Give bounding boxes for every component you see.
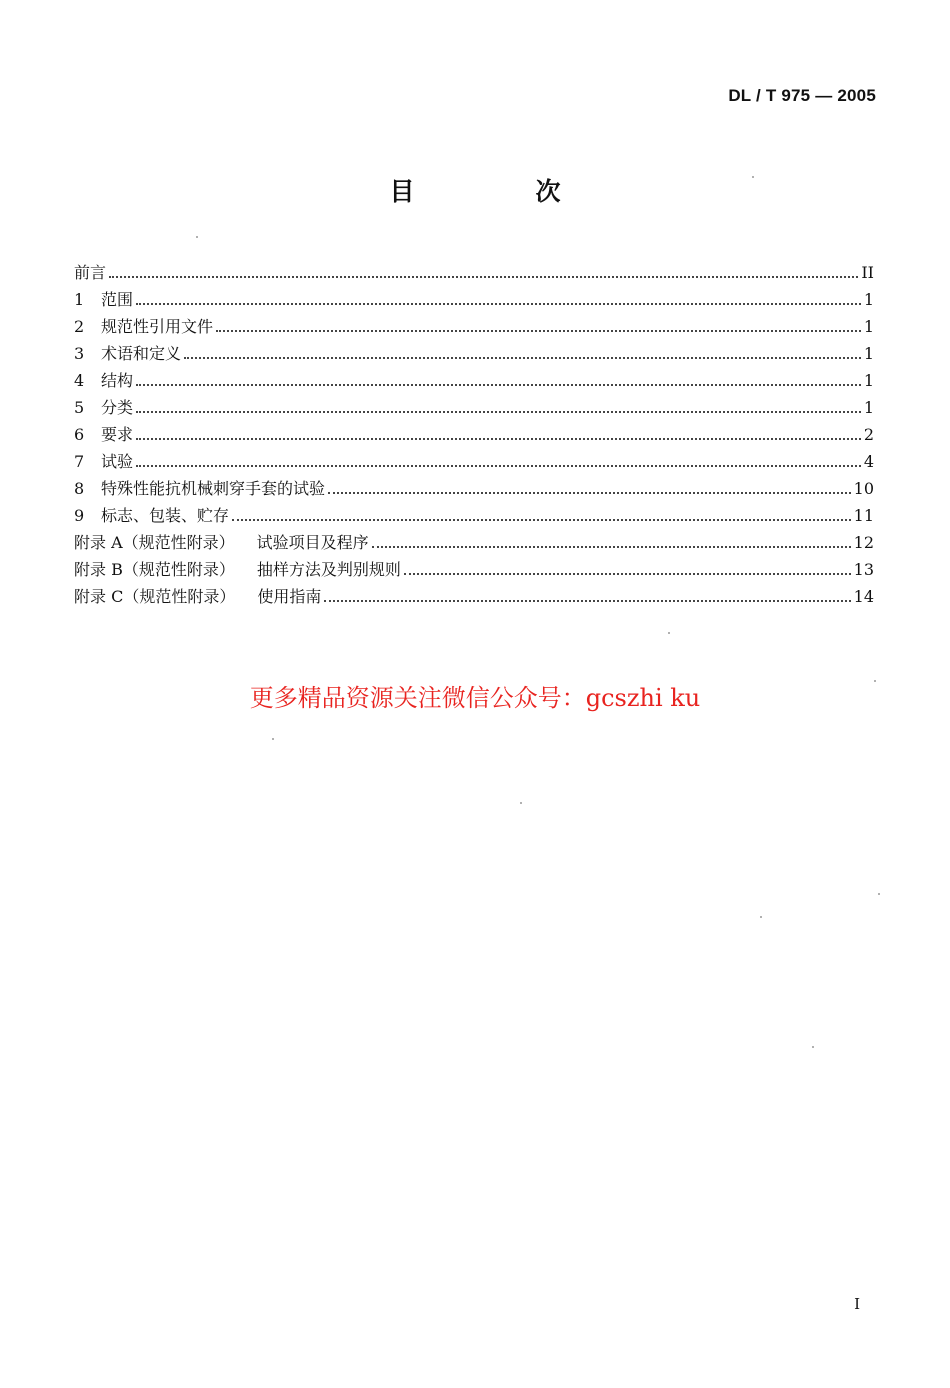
toc-entry-label: 范围 — [101, 290, 134, 309]
toc-entry-annex-title: 试验项目及程序 — [256, 533, 369, 552]
toc-leader-dots — [136, 383, 861, 386]
toc-entry — [74, 499, 874, 526]
toc-entry-label: 结构 — [101, 371, 134, 390]
scan-speck — [272, 738, 274, 740]
toc-entry-label: 附录 A（规范性附录） — [74, 533, 235, 552]
toc-leader-dots — [328, 491, 851, 494]
toc-entry — [74, 418, 874, 445]
scan-speck — [752, 176, 754, 178]
scan-speck — [812, 1046, 814, 1048]
toc-entry-label: 分类 — [101, 398, 134, 417]
toc-entry-annex-title: 使用指南 — [257, 587, 322, 606]
toc-entry-number: 9 — [74, 506, 85, 525]
toc-entry-label: 规范性引用文件 — [101, 317, 214, 336]
toc-entry — [74, 364, 874, 391]
toc-leader-dots — [232, 518, 851, 521]
toc-entry-label: 附录 C（规范性附录） — [74, 587, 236, 606]
toc-entry-label: 前言 — [74, 263, 107, 282]
toc-entry-number: 1 — [74, 290, 85, 309]
toc-entry — [74, 283, 874, 310]
scan-speck — [520, 802, 522, 804]
toc-entry-page: 10 — [853, 479, 874, 498]
toc-entry-page: 1 — [863, 371, 874, 390]
toc-entry-label: 试验 — [101, 452, 134, 471]
toc-entry — [74, 580, 874, 607]
toc-leader-dots — [216, 329, 861, 332]
toc-leader-dots — [136, 464, 861, 467]
promo-notice: 更多精品资源关注微信公众号：gcszhi ku — [249, 684, 701, 712]
toc-entry-page: 13 — [853, 560, 874, 579]
toc-leader-dots — [109, 275, 858, 278]
toc-leader-dots — [404, 572, 851, 575]
toc-entry-label: 特殊性能抗机械刺穿手套的试验 — [101, 479, 326, 498]
toc-entry — [74, 256, 874, 283]
toc-entry-number: 4 — [74, 371, 85, 390]
toc-entry-page: 1 — [863, 317, 874, 336]
scan-speck — [196, 236, 198, 238]
toc-entry-page: 1 — [863, 398, 874, 417]
toc-entry — [74, 553, 874, 580]
toc-leader-dots — [136, 410, 861, 413]
standard-code: DL / T 975 — 2005 — [728, 86, 876, 105]
toc-entry-number: 2 — [74, 317, 85, 336]
toc-entry-page: 2 — [863, 425, 874, 444]
toc-entry-number: 6 — [74, 425, 85, 444]
toc-entry-page: 1 — [863, 344, 874, 363]
toc-leader-dots — [324, 599, 850, 602]
toc-entry-page: 11 — [853, 506, 874, 525]
toc-leader-dots — [136, 437, 861, 440]
toc-leader-dots — [136, 302, 861, 305]
toc-entry — [74, 310, 874, 337]
toc-leader-dots — [184, 356, 861, 359]
page-number: I — [854, 1295, 860, 1313]
toc-entry — [74, 391, 874, 418]
toc-entry — [74, 526, 874, 553]
toc-entry-label: 附录 B（规范性附录） — [74, 560, 235, 579]
toc-entry — [74, 445, 874, 472]
table-of-contents — [74, 256, 874, 607]
scan-speck — [760, 916, 762, 918]
toc-entry-page: 12 — [853, 533, 874, 552]
toc-title: 目 次 — [389, 177, 609, 206]
toc-entry-number: 7 — [74, 452, 85, 471]
toc-leader-dots — [372, 545, 851, 548]
toc-entry — [74, 472, 874, 499]
toc-entry — [74, 337, 874, 364]
scan-speck — [878, 893, 880, 895]
toc-entry-number: 5 — [74, 398, 85, 417]
toc-entry-number: 3 — [74, 344, 85, 363]
toc-entry-page: 1 — [863, 290, 874, 309]
toc-entry-annex-title: 抽样方法及判别规则 — [256, 560, 401, 579]
scan-speck — [668, 632, 670, 634]
scan-speck — [874, 680, 876, 682]
toc-entry-label: 要求 — [101, 425, 134, 444]
toc-entry-page: 4 — [863, 452, 874, 471]
toc-entry-label: 标志、包装、贮存 — [101, 506, 230, 525]
toc-entry-page: II — [861, 263, 874, 282]
toc-entry-label: 术语和定义 — [101, 344, 182, 363]
toc-entry-page: 14 — [853, 587, 874, 606]
toc-entry-number: 8 — [74, 479, 85, 498]
